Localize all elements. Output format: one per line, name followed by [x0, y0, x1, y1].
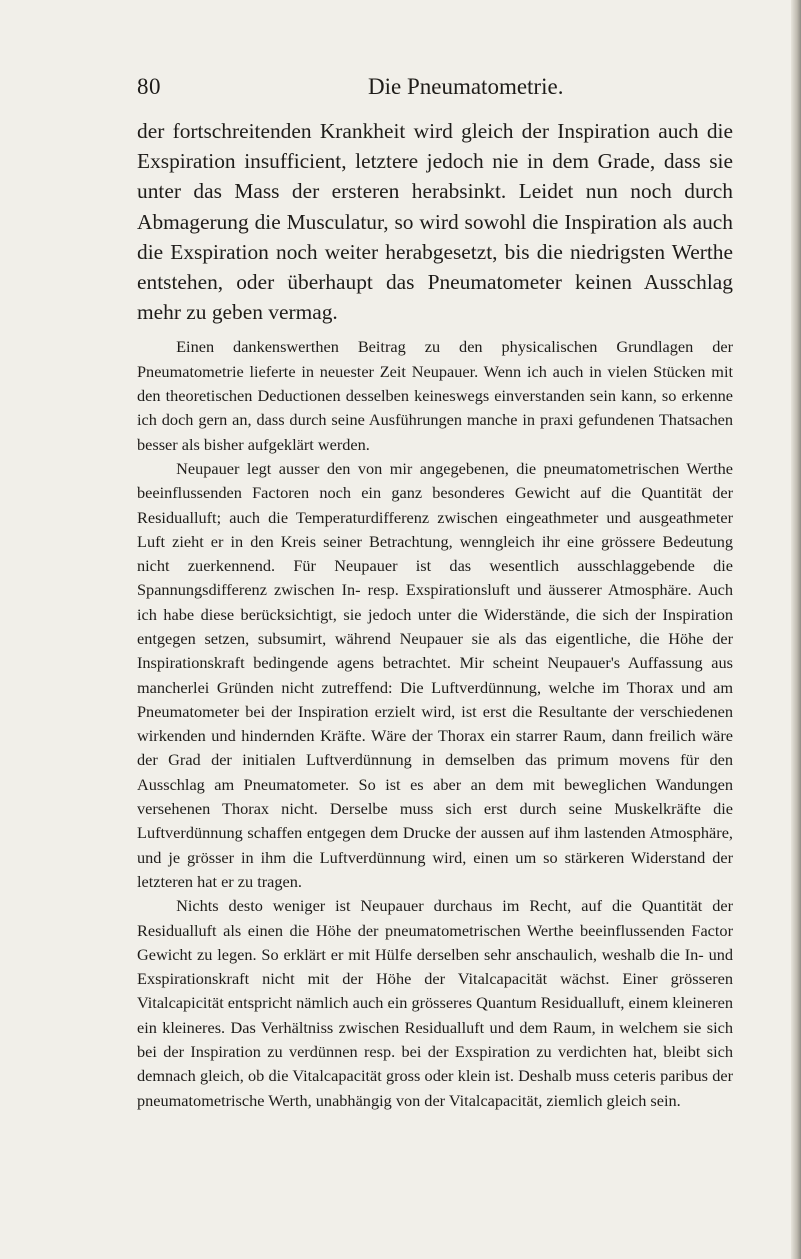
- paragraph-small-2: Neupauer legt ausser den von mir angegebenen, die pneumatometrischen Werthe beeinflussenden Factoren noch ein ganz besonderes Gewicht auf die Quantität der Residualluft; auch die Temperaturdifferenz zwischen eingeathmeter und ausgeathmeter Luft zieht er in den Kreis seiner Betrachtung, wenngleich ihr eine grössere Bedeutung nicht zuerkennend. Für Neupauer ist das wesentlich ausschlaggebende die Spannungsdifferenz zwischen In- resp. Exspirationsluft und äusserer Atmosphäre. Auch ich habe diese berücksichtigt, sie jedoch unter die Widerstände, die sich der Inspiration entgegen setzen, subsumirt, während Neupauer sie als das eigentliche, die Höhe der Inspirationskraft bedingende agens betrachtet. Mir scheint Neupauer's Auffassung aus mancherlei Gründen nicht zutreffend: Die Luftverdünnung, welche im Thorax und am Pneumatometer bei der Inspiration erzielt wird, ist erst die Resultante der verschiedenen wirkenden und hindernden Kräfte. Wäre der Thorax ein starrer Raum, dann freilich wäre der Grad der initialen Luftverdünnung in demselben das primum movens für den Ausschlag am Pneumatometer. So ist es aber an dem mit beweglichen Wandungen versehenen Thorax nicht. Derselbe muss sich erst durch seine Muskelkräfte die Luftverdünnung schaffen entgegen dem Drucke der aussen auf ihm lastenden Atmosphäre, und je grösser in ihm die Luftverdünnung wird, einen um so stärkeren Widerstand der letzteren hat er zu tragen.: [137, 458, 733, 891]
- small-print-section: [137, 335, 733, 1113]
- running-title: Die Pneumatometrie.: [368, 74, 564, 99]
- paragraph-small-3: Nichts desto weniger ist Neupauer durchaus im Recht, auf die Quantität der Residualluft als einen die Höhe der pneumatometrischen Werthe beeinflussenden Factor Gewicht zu legen. So erklärt er mit Hülfe derselben sehr anschaulich, weshalb die In- und Exspirationskraft nicht mit der Höhe der Vitalcapacität wächst. Einer grösseren Vitalcapicität entspricht nämlich auch ein grösseres Quantum Residualluft, einem kleineren ein kleineres. Das Verhältniss zwischen Residualluft und dem Raum, in welchem sie sich bei der Inspiration zu verdünnen resp. bei der Exspiration zu verdichten hat, bleibt sich demnach gleich, ob die Vitalcapacität gross oder klein ist. Deshalb muss ceteris paribus der pneumatometrische Werth, unabhängig von der Vitalcapacität, ziemlich gleich sein.: [137, 896, 733, 1110]
- large-print-section: [137, 116, 733, 327]
- body-text: [137, 116, 733, 1113]
- page-header: [137, 74, 737, 104]
- page-edge-shadow: [791, 0, 801, 1259]
- paragraph-large-1: der fortschreitenden Krankheit wird gleich der Inspiration auch die Exspiration insufficient, letztere jedoch nie in dem Grade, dass sie unter das Mass der ersteren herabsinkt. Leidet nun noch durch Abmagerung die Musculatur, so wird sowohl die Inspiration als auch die Exspiration noch weiter herabgesetzt, bis die niedrigsten Werthe entstehen, oder überhaupt das Pneumatometer keinen Ausschlag mehr zu geben vermag.: [137, 119, 733, 325]
- page-number: 80: [137, 74, 161, 99]
- paragraph-small-1: Einen dankenswerthen Beitrag zu den physicalischen Grundlagen der Pneumatometrie lieferte in neuester Zeit Neupauer. Wenn ich auch in vielen Stücken mit den theoretischen Deductionen desselben keineswegs einverstanden sein kann, so erkenne ich doch gern an, dass durch seine Ausführungen manche in praxi gefundenen Thatsachen besser als bisher aufgeklärt werden.: [137, 337, 733, 454]
